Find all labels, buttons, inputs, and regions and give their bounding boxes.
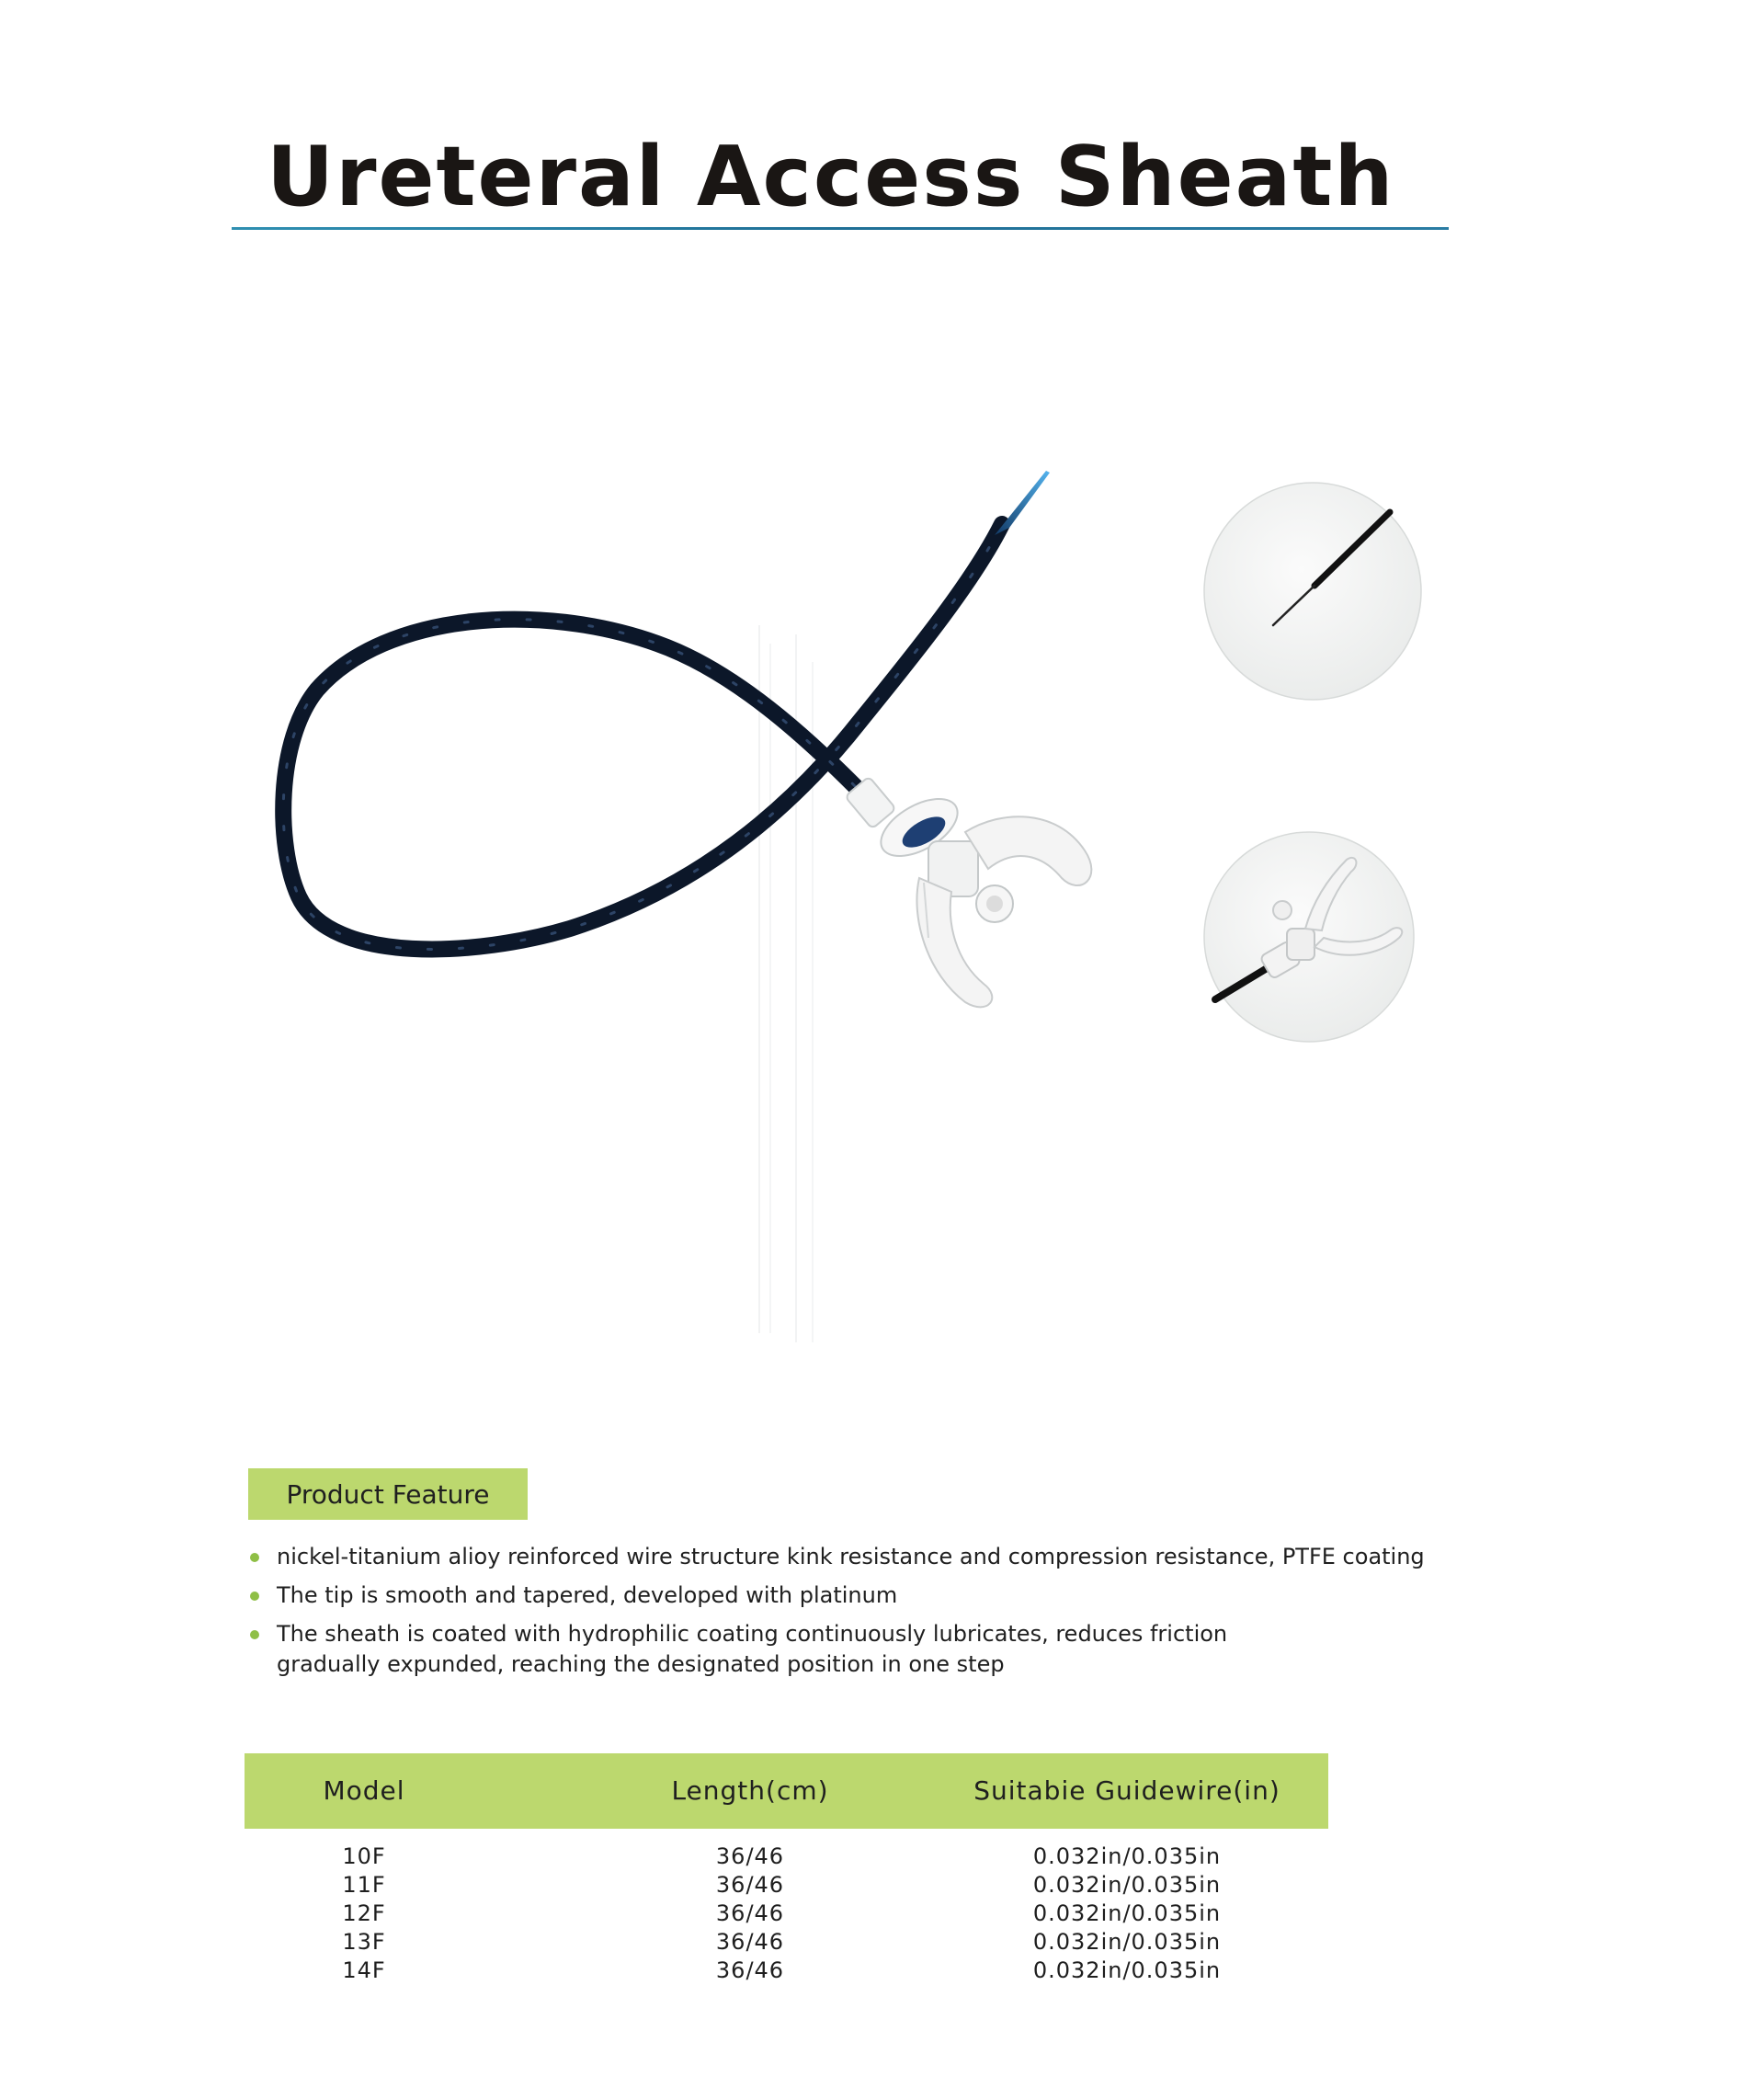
feature-item bbox=[248, 1542, 1443, 1572]
table-row bbox=[245, 1871, 1328, 1900]
bullet-icon bbox=[250, 1592, 259, 1601]
cell-model: 10F bbox=[342, 1843, 386, 1869]
cell-guidewire: 0.032in/0.035in bbox=[1032, 1843, 1222, 1869]
feature-item bbox=[248, 1580, 1443, 1611]
cell-guidewire: 0.032in/0.035in bbox=[1032, 1957, 1222, 1983]
feature-list bbox=[248, 1542, 1443, 1688]
cell-model: 11F bbox=[342, 1872, 386, 1898]
spec-table-body bbox=[245, 1843, 1328, 1985]
column-header-length: Length(cm) bbox=[671, 1775, 829, 1806]
cell-length: 36/46 bbox=[715, 1872, 785, 1898]
cell-length: 36/46 bbox=[715, 1929, 785, 1955]
spec-table-header bbox=[245, 1753, 1328, 1829]
hub-detail-image bbox=[1204, 832, 1414, 1042]
product-feature-badge: Product Feature bbox=[248, 1468, 528, 1520]
cell-model: 14F bbox=[342, 1957, 386, 1983]
column-header-model: Model bbox=[323, 1775, 405, 1806]
table-row bbox=[245, 1843, 1328, 1871]
feature-text: The tip is smooth and tapered, developed with platinum bbox=[277, 1582, 898, 1608]
cell-length: 36/46 bbox=[715, 1843, 785, 1869]
cell-length: 36/46 bbox=[715, 1957, 785, 1983]
feature-text: nickel-titanium alioy reinforced wire structure kink resistance and compression resistance, PTFE coating bbox=[277, 1544, 1425, 1569]
bullet-icon bbox=[250, 1630, 259, 1639]
column-header-guidewire: Suitabie Guidewire(in) bbox=[973, 1775, 1280, 1806]
cell-length: 36/46 bbox=[715, 1900, 785, 1926]
tip-detail-image bbox=[1204, 483, 1421, 700]
cell-guidewire: 0.032in/0.035in bbox=[1032, 1900, 1222, 1926]
cell-guidewire: 0.032in/0.035in bbox=[1032, 1929, 1222, 1955]
page-title: Ureteral Access Sheath bbox=[267, 129, 1395, 225]
table-row bbox=[245, 1928, 1328, 1957]
main-product-image bbox=[283, 471, 1091, 1007]
feature-text-continued: gradually expunded, reaching the designated position in one step bbox=[277, 1651, 1005, 1677]
feature-text: The sheath is coated with hydrophilic coating continuously lubricates, reduces friction bbox=[277, 1621, 1228, 1647]
cell-model: 12F bbox=[342, 1900, 386, 1926]
bullet-icon bbox=[250, 1553, 259, 1562]
table-row bbox=[245, 1957, 1328, 1985]
feature-item bbox=[248, 1619, 1443, 1680]
table-row bbox=[245, 1900, 1328, 1928]
cell-model: 13F bbox=[342, 1929, 386, 1955]
cell-guidewire: 0.032in/0.035in bbox=[1032, 1872, 1222, 1898]
